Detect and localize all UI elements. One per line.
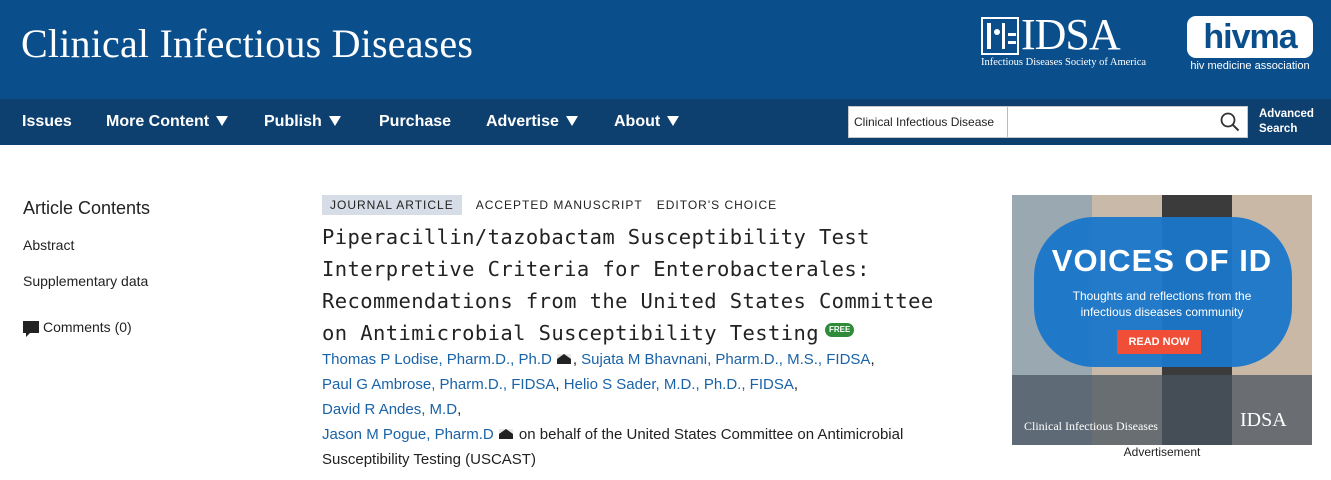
badge-accepted-manuscript: ACCEPTED MANUSCRIPT	[475, 198, 643, 212]
comments-label: Comments (0)	[43, 319, 132, 335]
search-input[interactable]	[1009, 107, 1209, 137]
author-link[interactable]: Sujata M Bhavnani, Pharm.D., M.S., FIDSA	[581, 351, 871, 368]
nav-issues-label: Issues	[22, 113, 72, 130]
nav-advertise[interactable]	[486, 99, 578, 145]
idsa-logo[interactable]	[981, 10, 1171, 73]
ad-subtext: Thoughts and reflections from the infectious diseases community	[1072, 289, 1252, 319]
site-header	[0, 0, 1331, 99]
author-link[interactable]: Paul G Ambrose, Pharm.D., FIDSA	[322, 376, 556, 393]
toc-link-abstract[interactable]: Abstract	[23, 237, 75, 253]
hivma-subtitle: hiv medicine association	[1190, 60, 1310, 72]
advanced-search-label-line2: Search	[1259, 123, 1298, 135]
email-icon[interactable]	[557, 354, 571, 364]
author-separator: ,	[870, 351, 875, 368]
author-link[interactable]: Thomas P Lodise, Pharm.D., Ph.D	[322, 351, 552, 368]
author-link[interactable]: Jason M Pogue, Pharm.D	[322, 426, 494, 443]
nav-advertise-label: Advertise	[486, 113, 559, 130]
author-separator: ,	[457, 401, 462, 418]
nav-about-label: About	[614, 113, 661, 130]
search-button[interactable]	[1219, 111, 1243, 133]
author-separator: ,	[793, 376, 799, 393]
free-access-badge: FREE	[825, 323, 854, 337]
hivma-logo[interactable]	[1187, 16, 1313, 76]
idsa-subtitle: Infectious Diseases Society of America	[981, 57, 1147, 68]
search-icon	[1219, 111, 1241, 133]
nav-publish-label: Publish	[264, 113, 322, 130]
article-title-text: Piperacillin/tazobactam Susceptibility Test Interpretive Criteria for Enterobacterales: Recommendations from the United States Committee on Antimicrobial Susceptibility Testing	[322, 225, 934, 345]
nav-publish[interactable]	[264, 99, 341, 145]
comment-icon	[23, 321, 39, 333]
ad-journal-name: Clinical Infectious Diseases	[1024, 419, 1158, 433]
idsa-emblem-icon	[981, 17, 1019, 55]
author-separator: ,	[555, 376, 560, 393]
search-bar	[848, 106, 1248, 138]
idsa-wordmark: IDSA	[1021, 10, 1120, 59]
badge-journal-article: JOURNAL ARTICLE	[322, 195, 462, 215]
author-link[interactable]: Helio S Sader, M.D., Ph.D., FIDSA	[563, 376, 794, 393]
chevron-down-icon	[216, 116, 228, 126]
advanced-search-link[interactable]	[1259, 107, 1319, 137]
nav-about[interactable]	[614, 99, 679, 145]
ad-idsa-logo: IDSA	[1240, 409, 1287, 431]
advanced-search-label-line1: Advanced	[1259, 108, 1314, 120]
chevron-down-icon	[329, 116, 341, 126]
on-behalf-text: on behalf of the United States Committee on Antimicrobial Susceptibility Testing (USCAST)	[322, 426, 904, 468]
author-separator: ,	[572, 351, 577, 368]
ad-read-now-button[interactable]: READ NOW	[1117, 330, 1201, 354]
advertisement-banner[interactable]	[1012, 195, 1312, 445]
author-list	[322, 347, 962, 472]
nav-issues[interactable]	[22, 99, 72, 145]
advertisement-caption: Advertisement	[1123, 445, 1201, 459]
nav-more-content[interactable]	[106, 99, 228, 145]
email-icon[interactable]	[499, 429, 513, 439]
author-link[interactable]: David R Andes, M.D	[322, 401, 458, 418]
search-scope-select[interactable]: Clinical Infectious Disease	[849, 107, 1008, 137]
toc-link-supplementary-data[interactable]: Supplementary data	[23, 273, 149, 289]
chevron-down-icon	[566, 116, 578, 126]
article-title	[322, 221, 942, 349]
journal-title-link[interactable]: Clinical Infectious Diseases	[21, 21, 474, 66]
hivma-wordmark: hivma	[1187, 16, 1313, 58]
nav-more-content-label: More Content	[106, 113, 210, 130]
nav-purchase-label: Purchase	[379, 113, 452, 130]
chevron-down-icon	[667, 116, 679, 126]
article-badges	[322, 195, 791, 215]
ad-headline: VOICES OF ID	[1051, 243, 1273, 278]
comments-link[interactable]	[23, 319, 132, 337]
nav-purchase[interactable]	[379, 99, 451, 145]
article-contents-heading: Article Contents	[23, 198, 151, 218]
badge-editors-choice: EDITOR'S CHOICE	[656, 198, 778, 212]
